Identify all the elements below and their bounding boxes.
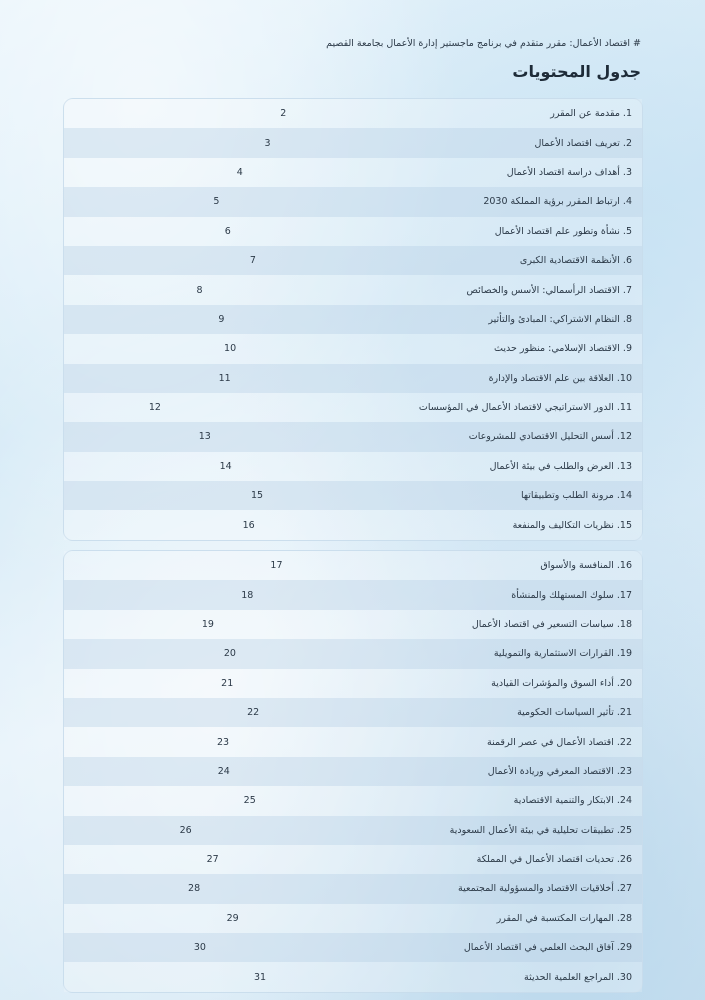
- toc-row[interactable]: [64, 422, 642, 451]
- toc-entry-page: 7: [249, 255, 256, 267]
- toc-entry-page: 25: [243, 795, 256, 807]
- toc-entry-page: 6: [224, 225, 231, 237]
- toc-entry-page: 23: [216, 736, 230, 748]
- toc-entry-page: 26: [179, 824, 192, 836]
- toc-row[interactable]: [64, 481, 642, 510]
- toc-table-part-1: [63, 98, 643, 541]
- toc-entry-page: 30: [193, 942, 206, 954]
- toc-entry-page: 8: [196, 284, 203, 296]
- toc-entry-page: 28: [188, 883, 201, 895]
- toc-row[interactable]: [64, 816, 642, 845]
- toc-entry-title: 22. اقتصاد الأعمال في عصر الرقمنة: [486, 736, 632, 748]
- toc-entry-title: 29. آفاق البحث العلمي في اقتصاد الأعمال: [463, 942, 632, 954]
- toc-entry-page: 14: [219, 460, 232, 472]
- toc-entry-title: 13. العرض والطلب في بيئة الأعمال: [489, 460, 632, 472]
- toc-row[interactable]: [64, 845, 642, 874]
- toc-row[interactable]: [64, 305, 642, 334]
- toc-entry-page: 3: [264, 137, 271, 149]
- toc-row[interactable]: [64, 551, 642, 580]
- toc-row[interactable]: [64, 217, 642, 246]
- toc-row[interactable]: [64, 452, 642, 481]
- toc-entry-page: 29: [226, 912, 239, 924]
- toc-entry-title: 11. الدور الاستراتيجي لاقتصاد الأعمال في المؤسسات: [418, 402, 632, 414]
- toc-row[interactable]: [64, 275, 642, 304]
- toc-entry-title: 12. أسس التحليل الاقتصادي للمشروعات: [468, 431, 632, 443]
- toc-entry-page: 9: [218, 313, 225, 325]
- toc-row[interactable]: [64, 99, 642, 128]
- toc-entry-page: 20: [223, 648, 236, 660]
- toc-entry-page: 4: [236, 166, 243, 178]
- toc-entry-title: 10. العلاقة بين علم الاقتصاد والإدارة: [488, 372, 632, 384]
- toc-row[interactable]: [64, 334, 642, 363]
- toc-entry-title: 16. المنافسة والأسواق: [540, 560, 632, 572]
- toc-entry-page: 10: [224, 343, 237, 355]
- toc-entry-page: 24: [217, 765, 230, 777]
- toc-entry-title: 24. الابتكار والتنمية الاقتصادية: [513, 795, 632, 807]
- toc-entry-page: 15: [250, 490, 264, 502]
- toc-entry-page: 2: [280, 108, 287, 120]
- toc-row[interactable]: [64, 757, 642, 786]
- toc-entry-title: 18. سياسات التسعير في اقتصاد الأعمال: [471, 618, 632, 630]
- toc-entry-page: 27: [206, 854, 219, 866]
- toc-entry-page: 19: [201, 618, 214, 630]
- toc-row[interactable]: [64, 874, 642, 903]
- toc-entry-title: 9. الاقتصاد الإسلامي: منظور حديث: [494, 343, 632, 355]
- toc-entry-page: 11: [218, 372, 231, 384]
- toc-entry-page: 22: [247, 707, 260, 719]
- toc-entry-title: 6. الأنظمة الاقتصادية الكبرى: [519, 255, 632, 267]
- toc-row[interactable]: [64, 246, 642, 275]
- toc-entry-page: 31: [254, 971, 267, 983]
- toc-entry-title: 30. المراجع العلمية الحديثة: [524, 971, 632, 983]
- toc-row[interactable]: [64, 510, 642, 539]
- toc-row[interactable]: [64, 786, 642, 815]
- toc-entry-title: 23. الاقتصاد المعرفي وريادة الأعمال: [487, 765, 632, 777]
- toc-row[interactable]: [64, 698, 642, 727]
- toc-entry-title: 15. نظريات التكاليف والمنفعة: [512, 519, 632, 531]
- toc-row[interactable]: [64, 580, 642, 609]
- toc-row[interactable]: [64, 933, 642, 962]
- toc-row[interactable]: [64, 158, 642, 187]
- toc-row[interactable]: [64, 393, 642, 422]
- toc-entry-title: 21. تأثير السياسات الحكومية: [517, 707, 632, 719]
- toc-table-part-2: [63, 550, 643, 993]
- toc-entry-title: 25. تطبيقات تحليلية في بيئة الأعمال السعودية: [449, 824, 632, 836]
- toc-entry-title: 4. ارتباط المقرر برؤية المملكة 2030: [483, 196, 632, 208]
- toc-heading: جدول المحتويات: [512, 62, 641, 81]
- toc-row[interactable]: [64, 962, 642, 991]
- toc-entry-page: 13: [198, 431, 211, 443]
- toc-entry-title: 28. المهارات المكتسبة في المقرر: [496, 912, 632, 924]
- toc-entry-page: 5: [213, 196, 220, 208]
- toc-row[interactable]: [64, 187, 642, 216]
- toc-entry-title: 27. أخلاقيات الاقتصاد والمسؤولية المجتمعية: [458, 883, 632, 895]
- toc-entry-page: 18: [241, 589, 254, 601]
- toc-row[interactable]: [64, 727, 642, 756]
- toc-entry-page: 17: [270, 560, 283, 572]
- toc-entry-title: 7. الاقتصاد الرأسمالي: الأسس والخصائص: [466, 284, 632, 296]
- toc-entry-title: 1. مقدمة عن المقرر: [550, 108, 632, 120]
- toc-entry-page: 12: [148, 402, 161, 414]
- toc-entry-title: 17. سلوك المستهلك والمنشأة: [511, 589, 632, 601]
- toc-entry-page: 16: [242, 519, 255, 531]
- toc-entry-title: 2. تعريف اقتصاد الأعمال: [534, 137, 632, 149]
- toc-entry-page: 21: [221, 677, 234, 689]
- document-subtitle: # اقتصاد الأعمال: مقرر متقدم في برنامج ماجستير إدارة الأعمال بجامعة القصيم: [326, 38, 641, 49]
- toc-entry-title: 19. القرارات الاستثمارية والتمويلية: [493, 648, 632, 660]
- toc-entry-title: 14. مرونة الطلب وتطبيقاتها: [520, 490, 632, 502]
- toc-entry-title: 3. أهداف دراسة اقتصاد الأعمال: [506, 166, 632, 178]
- toc-row[interactable]: [64, 904, 642, 933]
- toc-entry-title: 26. تحديات اقتصاد الأعمال في المملكة: [476, 854, 632, 866]
- toc-entry-title: 5. نشأة وتطور علم اقتصاد الأعمال: [494, 225, 632, 237]
- toc-row[interactable]: [64, 128, 642, 157]
- toc-entry-title: 20. أداء السوق والمؤشرات القيادية: [491, 677, 632, 689]
- toc-row[interactable]: [64, 639, 642, 668]
- toc-row[interactable]: [64, 610, 642, 639]
- toc-row[interactable]: [64, 364, 642, 393]
- toc-entry-title: 8. النظام الاشتراكي: المبادئ والتأثير: [488, 313, 632, 325]
- toc-row[interactable]: [64, 669, 642, 698]
